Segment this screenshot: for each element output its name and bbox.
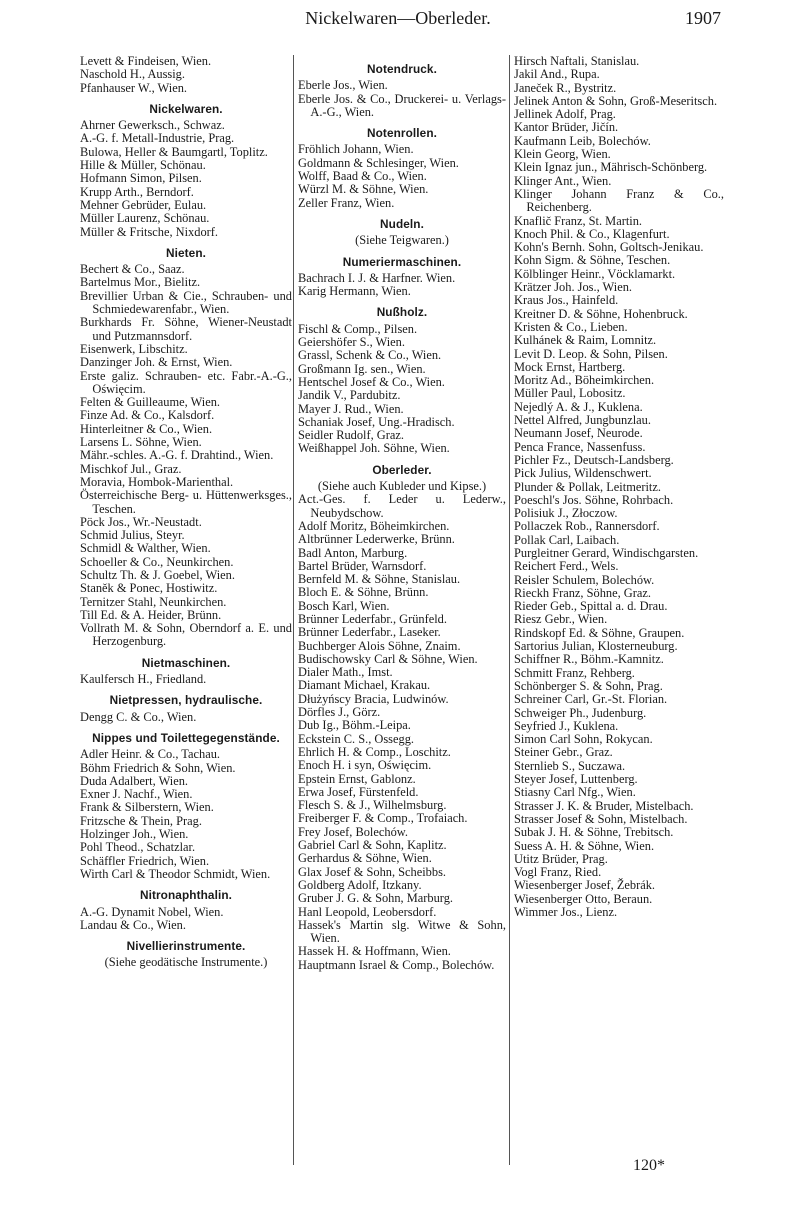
directory-entry: Dörfles J., Görz. xyxy=(298,705,381,720)
directory-entry: Neumann Josef, Neurode. xyxy=(514,426,643,441)
section-heading: Oberleder. xyxy=(372,462,432,477)
directory-entry: Moritz Ad., Böheimkirchen. xyxy=(514,373,655,388)
page-number: 1907 xyxy=(685,8,721,28)
directory-entry: Müller & Fritsche, Nixdorf. xyxy=(80,224,218,239)
directory-entry: Nettel Alfred, Jungbunzlau. xyxy=(514,413,651,428)
directory-entry: Larsens L. Söhne, Wien. xyxy=(80,435,202,450)
directory-entry: Fischl & Comp., Pilsen. xyxy=(298,321,418,336)
directory-entry: Schiffner R., Böhm.-Kamnitz. xyxy=(514,652,664,667)
directory-entry: Wolff, Baad & Co., Wien. xyxy=(298,169,427,184)
directory-entry: Pollak Carl, Laibach. xyxy=(514,532,620,547)
directory-entry: Bechert & Co., Saaz. xyxy=(80,262,185,277)
directory-entry: Levett & Findeisen, Wien. xyxy=(80,54,212,68)
directory-entry: Dłużyńscy Bracia, Ludwinów. xyxy=(298,691,449,706)
directory-entry: Bartel Brüder, Warnsdorf. xyxy=(298,558,427,573)
directory-entry: Eberle Jos. & Co., Druckerei- u. Verlags-A.-G., Wien. xyxy=(298,91,506,119)
directory-entry: Adler Heinr. & Co., Tachau. xyxy=(80,747,220,762)
page-header xyxy=(78,8,721,34)
section-heading: Nußholz. xyxy=(376,305,428,320)
directory-entry: Schäffler Friedrich, Wien. xyxy=(80,853,210,868)
cross-reference-note: (Siehe Teigwaren.) xyxy=(355,233,449,248)
directory-entry: Mähr.-schles. A.-G. f. Drahtind., Wien. xyxy=(80,448,274,463)
directory-entry: Hauptmann Israel & Comp., Bolechów. xyxy=(298,957,495,972)
directory-entry: Strasser J. K. & Bruder, Mistelbach. xyxy=(514,798,694,813)
directory-entry: Staněk & Ponec, Hostiwitz. xyxy=(80,581,218,596)
directory-entry: Bachrach I. J. & Harfner. Wien. xyxy=(298,270,456,285)
directory-entry: Reichert Ferd., Wels. xyxy=(514,559,619,574)
directory-entry: Goldberg Adolf, Itzkany. xyxy=(298,877,422,892)
directory-entry: Burkhards Fr. Söhne, Wiener-Neustadt und Putzmannsdorf. xyxy=(80,315,292,343)
directory-entry: Exner J. Nachf., Wien. xyxy=(80,787,193,802)
directory-entry: Müller Paul, Lobositz. xyxy=(514,386,626,401)
directory-entry: Ahrner Gewerksch., Schwaz. xyxy=(80,118,225,133)
directory-entry: Utitz Brüder, Prag. xyxy=(514,851,608,866)
section-heading: Notendruck. xyxy=(367,62,437,76)
directory-entry: Purgleitner Gerard, Windischgarsten. xyxy=(514,545,699,560)
section-heading: Notenrollen. xyxy=(366,126,438,141)
directory-entry: Bernfeld M. & Söhne, Stanislau. xyxy=(298,572,461,587)
directory-entry: Finze Ad. & Co., Kalsdorf. xyxy=(80,408,215,423)
directory-entry: Jandik V., Pardubitz. xyxy=(298,388,401,403)
section-heading: Nivellierinstrumente. xyxy=(126,939,246,954)
directory-entry: Steyer Josef, Luttenberg. xyxy=(514,772,638,787)
directory-entry: Kohn's Bernh. Sohn, Goltsch-Jenikau. xyxy=(514,240,704,255)
directory-entry: Nejedlý A. & J., Kuklena. xyxy=(514,399,643,414)
directory-entry: Mock Ernst, Hartberg. xyxy=(514,359,626,374)
directory-entry: Duda Adalbert, Wien. xyxy=(80,773,189,788)
directory-entry: Kreitner D. & Söhne, Hohenbruck. xyxy=(514,306,688,321)
directory-entry: Brünner Lederfabr., Grünfeld. xyxy=(298,611,447,626)
directory-entry: Hinterleitner & Co., Wien. xyxy=(80,421,213,436)
directory-entry: Kantor Brüder, Jičín. xyxy=(514,120,619,135)
directory-entry: Levit D. Leop. & Sohn, Pilsen. xyxy=(514,346,668,361)
directory-entry: Schweiger Ph., Judenburg. xyxy=(514,705,647,720)
directory-entry: A.-G. f. Metall-Industrie, Prag. xyxy=(80,131,235,146)
sheet-signature: 120* xyxy=(633,1157,665,1174)
directory-entry: Landau & Co., Wien. xyxy=(80,917,186,932)
directory-entry: Eisenwerk, Libschitz. xyxy=(80,341,188,356)
directory-entry: Jelinek Anton & Sohn, Groß-Meseritsch. xyxy=(514,93,718,108)
section-heading: Nickelwaren. xyxy=(149,101,223,116)
directory-entry: Hentschel Josef & Co., Wien. xyxy=(298,374,445,389)
directory-entry: Knoch Phil. & Co., Klagenfurt. xyxy=(514,226,670,241)
directory-entry: Ternitzer Stahl, Neunkirchen. xyxy=(80,594,227,609)
cross-reference-note: (Siehe geodätische Instrumente.) xyxy=(104,955,268,970)
section-heading: Nitronaphthalin. xyxy=(139,888,233,903)
directory-entry: Act.-Ges. f. Leder u. Lederw., Neubydschow. xyxy=(298,492,506,520)
directory-entry: Riesz Gebr., Wien. xyxy=(514,612,608,627)
directory-entry: Rieckh Franz, Söhne, Graz. xyxy=(514,585,651,600)
directory-entry: Buchberger Alois Söhne, Znaim. xyxy=(298,638,461,653)
directory-entry: Erwa Josef, Fürstenfeld. xyxy=(298,784,419,799)
directory-entry: Böhm Friedrich & Sohn, Wien. xyxy=(80,760,236,775)
directory-entry: Pick Julius, Wildenschwert. xyxy=(514,466,652,481)
directory-entry: Seidler Rudolf, Graz. xyxy=(298,428,404,443)
directory-entry: Naschold H., Aussig. xyxy=(80,67,185,82)
directory-entry: Zeller Franz, Wien. xyxy=(298,195,395,210)
directory-entry: Kaufmann Leib, Bolechów. xyxy=(514,133,651,148)
directory-entry: Gerhardus & Söhne, Wien. xyxy=(298,851,432,866)
directory-entry: Moravia, Hombok-Marienthal. xyxy=(80,474,234,489)
directory-entry: Kristen & Co., Lieben. xyxy=(514,319,628,334)
directory-entry: Wiesenberger Josef, Žebrák. xyxy=(514,878,656,893)
directory-entry: Pichler Fz., Deutsch-Landsberg. xyxy=(514,452,674,467)
directory-entry: Klinger Johann Franz & Co., Reichenberg. xyxy=(514,186,724,215)
directory-entry: Jellinek Adolf, Prag. xyxy=(514,107,616,122)
directory-entry: Bartelmus Mor., Bielitz. xyxy=(80,275,201,290)
directory-entry: Frank & Silberstern, Wien. xyxy=(80,800,214,815)
directory-entry: Polisiuk J., Złoczow. xyxy=(514,506,618,521)
section-heading: Nietmaschinen. xyxy=(141,655,231,670)
directory-entry: Klinger Ant., Wien. xyxy=(514,173,612,188)
directory-entry: Plunder & Pollak, Leitmeritz. xyxy=(514,479,661,494)
directory-entry: Brevillier Urban & Cie., Schrauben- und Schmiedewarenfabr., Wien. xyxy=(80,288,292,317)
directory-entry: Flesch S. & J., Wilhelmsburg. xyxy=(298,798,447,813)
directory-entry: Fritzsche & Thein, Prag. xyxy=(80,813,202,828)
directory-entry: Enoch H. i syn, Oświęcim. xyxy=(298,758,432,773)
directory-entry: Till Ed. & A. Heider, Brünn. xyxy=(80,607,222,622)
directory-entry: Frey Josef, Bolechów. xyxy=(298,824,409,839)
directory-entry: Wiesenberger Otto, Beraun. xyxy=(514,891,653,906)
directory-entry: Penca France, Nassenfuss. xyxy=(514,439,646,454)
directory-entry: Schultz Th. & J. Goebel, Wien. xyxy=(80,567,235,582)
directory-entry: Altbrünner Lederwerke, Brünn. xyxy=(298,532,455,547)
directory-entry: Poeschl's Jos. Söhne, Rohrbach. xyxy=(514,492,674,507)
directory-entry: Felten & Guilleaume, Wien. xyxy=(80,395,221,410)
directory-entry: Stiasny Carl Nfg., Wien. xyxy=(514,785,636,800)
directory-entry: Kölblinger Heinr., Vöcklamarkt. xyxy=(514,266,676,281)
directory-entry: Weißhappel Joh. Söhne, Wien. xyxy=(298,441,450,456)
directory-entry: Eckstein C. S., Ossegg. xyxy=(298,731,414,746)
directory-entry: A.-G. Dynamit Nobel, Wien. xyxy=(80,904,224,919)
directory-entry: Hassek's Martin slg. Witwe & Sohn, Wien. xyxy=(298,917,506,946)
directory-entry: Pöck Jos., Wr.-Neustadt. xyxy=(80,514,202,529)
directory-entry: Epstein Ernst, Gablonz. xyxy=(298,771,416,786)
directory-entry: Vogl Franz, Ried. xyxy=(514,865,602,880)
directory-entry: Suess A. H. & Söhne, Wien. xyxy=(514,838,655,853)
directory-entry: Hille & Müller, Schönau. xyxy=(80,158,206,173)
directory-entry: Kaulfersch H., Friedland. xyxy=(80,672,207,687)
directory-entry: Hirsch Naftali, Stanislau. xyxy=(514,54,640,68)
directory-entry: Diamant Michael, Krakau. xyxy=(298,678,431,693)
directory-entry: Subak J. H. & Söhne, Trebitsch. xyxy=(514,825,674,840)
cross-reference-note: (Siehe auch Kubleder und Kipse.) xyxy=(317,479,487,494)
directory-entry: Simon Carl Sohn, Rokycan. xyxy=(514,732,653,747)
directory-entry: Budischowsky Carl & Söhne, Wien. xyxy=(298,651,478,666)
directory-entry: Klein Georg, Wien. xyxy=(514,147,611,162)
directory-entry: Dialer Math., Imst. xyxy=(298,665,393,680)
section-heading: Numeriermaschinen. xyxy=(342,254,462,269)
directory-entry: Pollaczek Rob., Rannersdorf. xyxy=(514,519,660,534)
directory-entry: Kohn Sigm. & Söhne, Teschen. xyxy=(514,253,671,268)
directory-entry: Fröhlich Johann, Wien. xyxy=(298,142,414,157)
directory-entry: Bulowa, Heller & Baumgartl, Toplitz. xyxy=(80,144,268,159)
directory-entry: Dengg C. & Co., Wien. xyxy=(80,709,197,724)
section-heading: Nieten. xyxy=(165,245,207,260)
directory-entry: Schaniak Josef, Ung.-Hradisch. xyxy=(298,414,455,429)
directory-entry: Schönberger S. & Sohn, Prag. xyxy=(514,678,663,693)
section-heading: Nippes und Toilettegegenstände. xyxy=(92,730,280,745)
directory-entry: Janeček R., Bystritz. xyxy=(514,80,617,95)
directory-entry: Schoeller & Co., Neunkirchen. xyxy=(80,554,234,569)
directory-entry: Mischkof Jul., Graz. xyxy=(80,461,182,476)
directory-entry: Sternlieb S., Suczawa. xyxy=(514,758,626,773)
directory-entry: Kulhánek & Raim, Lomnitz. xyxy=(514,333,657,348)
directory-entry: Reisler Schulem, Bolechów. xyxy=(514,572,655,587)
directory-entry: Sartorius Julian, Klosterneuburg. xyxy=(514,639,678,654)
directory-entry: Rieder Geb., Spittal a. d. Drau. xyxy=(514,599,668,614)
directory-entry: Krupp Arth., Berndorf. xyxy=(80,184,194,199)
directory-entry: Mayer J. Rud., Wien. xyxy=(298,401,404,416)
directory-entry: Krätzer Joh. Jos., Wien. xyxy=(514,280,632,295)
directory-entry: Klein Ignaz jun., Mährisch-Schönberg. xyxy=(514,160,708,175)
directory-entry: Strasser Josef & Sohn, Mistelbach. xyxy=(514,811,688,826)
directory-entry: Danzinger Joh. & Ernst, Wien. xyxy=(80,355,233,370)
directory-entry: Kraus Jos., Hainfeld. xyxy=(514,293,619,308)
directory-entry: Brünner Lederfabr., Laseker. xyxy=(298,625,441,640)
column-divider xyxy=(509,55,510,1165)
directory-entry: Würzl M. & Söhne, Wien. xyxy=(298,182,429,197)
directory-column-1 xyxy=(80,55,292,970)
directory-entry: Wirth Carl & Theodor Schmidt, Wien. xyxy=(80,866,271,881)
directory-column-3 xyxy=(514,55,724,919)
directory-entry: Steiner Gebr., Graz. xyxy=(514,745,613,760)
directory-entry: Schmidl & Walther, Wien. xyxy=(80,541,211,556)
directory-entry: Pfanhauser W., Wien. xyxy=(80,80,187,95)
column-divider xyxy=(293,55,294,1165)
directory-entry: Rindskopf Ed. & Söhne, Graupen. xyxy=(514,625,685,640)
directory-entry: Pohl Theod., Schatzlar. xyxy=(80,840,196,855)
directory-entry: Gabriel Carl & Sohn, Kaplitz. xyxy=(298,838,447,853)
directory-entry: Wimmer Jos., Lienz. xyxy=(514,905,618,919)
page-title: Nickelwaren—Oberleder. xyxy=(305,8,491,28)
directory-entry: Bosch Karl, Wien. xyxy=(298,598,390,613)
directory-entry: Holzinger Joh., Wien. xyxy=(80,827,189,842)
directory-entry: Erste galiz. Schrauben- etc. Fabr.-A.-G., Oświęcim. xyxy=(80,368,292,396)
directory-entry: Hofmann Simon, Pilsen. xyxy=(80,171,202,186)
directory-entry: Knaflič Franz, St. Martin. xyxy=(514,213,643,228)
section-heading: Nudeln. xyxy=(380,216,424,231)
directory-entry: Goldmann & Schlesinger, Wien. xyxy=(298,155,459,170)
directory-entry: Schmitt Franz, Rehberg. xyxy=(514,665,635,680)
directory-entry: Vollrath M. & Sohn, Oberndorf a. E. und Herzogenburg. xyxy=(80,621,292,649)
directory-entry: Mehner Gebrüder, Eulau. xyxy=(80,197,207,212)
directory-entry: Großmann Ig. sen., Wien. xyxy=(298,361,426,376)
directory-entry: Bloch E. & Söhne, Brünn. xyxy=(298,585,429,600)
directory-entry: Jakil And., Rupa. xyxy=(514,67,600,82)
directory-entry: Freiberger F. & Comp., Trofaiach. xyxy=(298,811,468,826)
directory-entry: Hassek H. & Hoffmann, Wien. xyxy=(298,944,451,959)
directory-entry: Seyfried J., Kuklena. xyxy=(514,718,619,733)
directory-entry: Müller Laurenz, Schönau. xyxy=(80,211,210,226)
directory-entry: Österreichische Berg- u. Hüttenwerksges., Teschen. xyxy=(80,488,292,516)
directory-entry: Adolf Moritz, Böheimkirchen. xyxy=(298,518,450,533)
directory-entry: Schmid Julius, Steyr. xyxy=(80,528,185,543)
directory-entry: Badl Anton, Marburg. xyxy=(298,545,408,560)
directory-column-2 xyxy=(298,55,506,972)
directory-entry: Hanl Leopold, Leobersdorf. xyxy=(298,904,437,919)
directory-entry: Grassl, Schenk & Co., Wien. xyxy=(298,348,442,363)
directory-entry: Ehrlich H. & Comp., Loschitz. xyxy=(298,744,451,759)
section-heading: Nietpressen, hydraulische. xyxy=(109,693,263,708)
directory-entry: Glax Josef & Sohn, Scheibbs. xyxy=(298,864,446,879)
directory-entry: Karig Hermann, Wien. xyxy=(298,284,411,299)
directory-entry: Geiershöfer S., Wien. xyxy=(298,335,405,350)
directory-entry: Gruber J. G. & Sohn, Marburg. xyxy=(298,891,453,906)
directory-entry: Dub Ig., Böhm.-Leipa. xyxy=(298,718,411,733)
directory-entry: Schreiner Carl, Gr.-St. Florian. xyxy=(514,692,668,707)
directory-entry: Eberle Jos., Wien. xyxy=(298,78,388,93)
